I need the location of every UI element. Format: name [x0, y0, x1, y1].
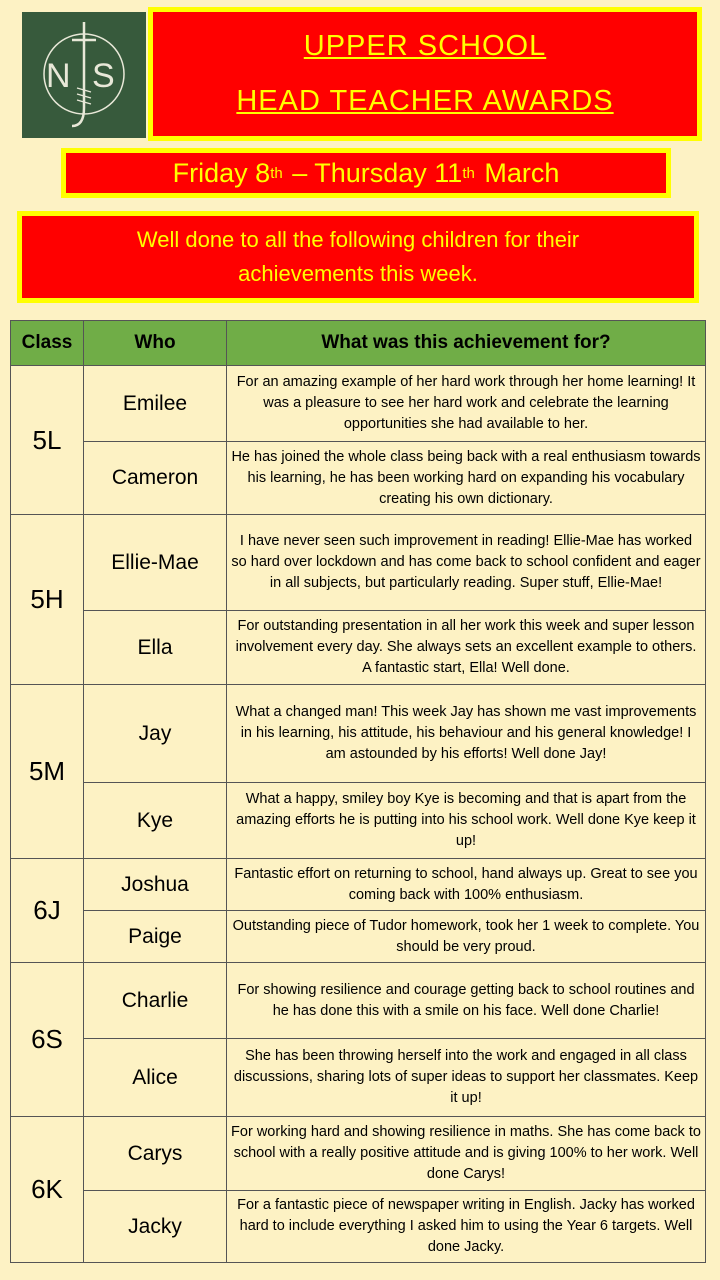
date-start-suffix: th: [270, 164, 283, 182]
date-start: Friday 8: [172, 157, 271, 188]
table-row: [11, 859, 706, 911]
table-row: [11, 442, 706, 515]
class-cell: 5M: [11, 685, 84, 859]
achievement-text: I have never seen such improvement in reading! Ellie-Mae has worked so hard over lockdown and has come back to school confident and eager in all subjects, but particularly reading. Super stuff, Ellie-Mae!: [227, 515, 706, 611]
table-row: [11, 515, 706, 611]
date-month: March: [476, 157, 560, 188]
achievement-text: For working hard and showing resilience in maths. She has come back to school with a really positive attitude and is giving 100% to her work. Well done Carys!: [227, 1117, 706, 1191]
class-cell: 6K: [11, 1117, 84, 1263]
achievement-text: What a happy, smiley boy Kye is becoming and that is apart from the amazing efforts he is putting into his school work. Well done Kye keep it up!: [227, 783, 706, 859]
table-row: [11, 783, 706, 859]
achievement-text: Outstanding piece of Tudor homework, took her 1 week to complete. You should be very proud.: [227, 911, 706, 963]
pupil-name: Ellie-Mae: [84, 515, 227, 611]
pupil-name: Paige: [84, 911, 227, 963]
table-row: [11, 963, 706, 1039]
pupil-name: Cameron: [84, 442, 227, 515]
pupil-name: Carys: [84, 1117, 227, 1191]
pupil-name: Kye: [84, 783, 227, 859]
achievement-text: For a fantastic piece of newspaper writing in English. Jacky has worked hard to include everything I asked him to using the Year 6 targets. Well done Jacky.: [227, 1191, 706, 1263]
message-text: Well done to all the following children for their achievements this week.: [136, 227, 580, 286]
awards-table: [10, 320, 706, 1263]
date-end-suffix: th: [462, 164, 475, 182]
achievement-text: He has joined the whole class being back with a real enthusiasm towards his learning, he has been working hard on expanding his vocabulary creating his own dictionary.: [227, 442, 706, 515]
table-header-row: [11, 321, 706, 366]
table-row: [11, 1191, 706, 1263]
date-banner: [61, 148, 671, 198]
school-logo: [22, 12, 146, 138]
pupil-name: Jay: [84, 685, 227, 783]
header-class: Class: [11, 321, 84, 366]
header-achievement: What was this achievement for?: [227, 321, 706, 366]
achievement-text: For showing resilience and courage getting back to school routines and he has done this with a smile on his face. Well done Charlie!: [227, 963, 706, 1039]
table-row: [11, 685, 706, 783]
achievement-text: For outstanding presentation in all her work this week and super lesson involvement every day. She always sets an excellent example to others. A fantastic start, Ella! Well done.: [227, 611, 706, 685]
title-line-1: UPPER SCHOOL: [303, 30, 547, 62]
achievement-text: She has been throwing herself into the work and engaged in all class discussions, sharing lots of super ideas to support her classmates. Keep it up!: [227, 1039, 706, 1117]
class-cell: 5H: [11, 515, 84, 685]
table-row: [11, 1117, 706, 1191]
table-row: [11, 1039, 706, 1117]
title-banner: [148, 7, 702, 141]
table-row: [11, 611, 706, 685]
pupil-name: Charlie: [84, 963, 227, 1039]
pupil-name: Joshua: [84, 859, 227, 911]
pupil-name: Alice: [84, 1039, 227, 1117]
pupil-name: Emilee: [84, 366, 227, 442]
achievement-text: For an amazing example of her hard work through her home learning! It was a pleasure to see her hard work and celebrate the learning opportunities she had available to her.: [227, 366, 706, 442]
school-crest-icon: [22, 12, 146, 138]
class-cell: 5L: [11, 366, 84, 515]
header-who: Who: [84, 321, 227, 366]
class-cell: 6S: [11, 963, 84, 1117]
congratulation-message: [17, 211, 699, 303]
logo-letter-s: S: [92, 57, 115, 95]
pupil-name: Jacky: [84, 1191, 227, 1263]
class-cell: 6J: [11, 859, 84, 963]
achievement-text: What a changed man! This week Jay has shown me vast improvements in his learning, his attitude, his behaviour and his general knowledge! I am astounded by his efforts! Well done Jay!: [227, 685, 706, 783]
logo-letter-n: N: [46, 57, 71, 95]
title-line-2: HEAD TEACHER AWARDS: [236, 85, 614, 117]
table-row: [11, 911, 706, 963]
table-row: [11, 366, 706, 442]
date-end: – Thursday 11: [284, 157, 463, 188]
pupil-name: Ella: [84, 611, 227, 685]
achievement-text: Fantastic effort on returning to school, hand always up. Great to see you coming back with 100% enthusiasm.: [227, 859, 706, 911]
